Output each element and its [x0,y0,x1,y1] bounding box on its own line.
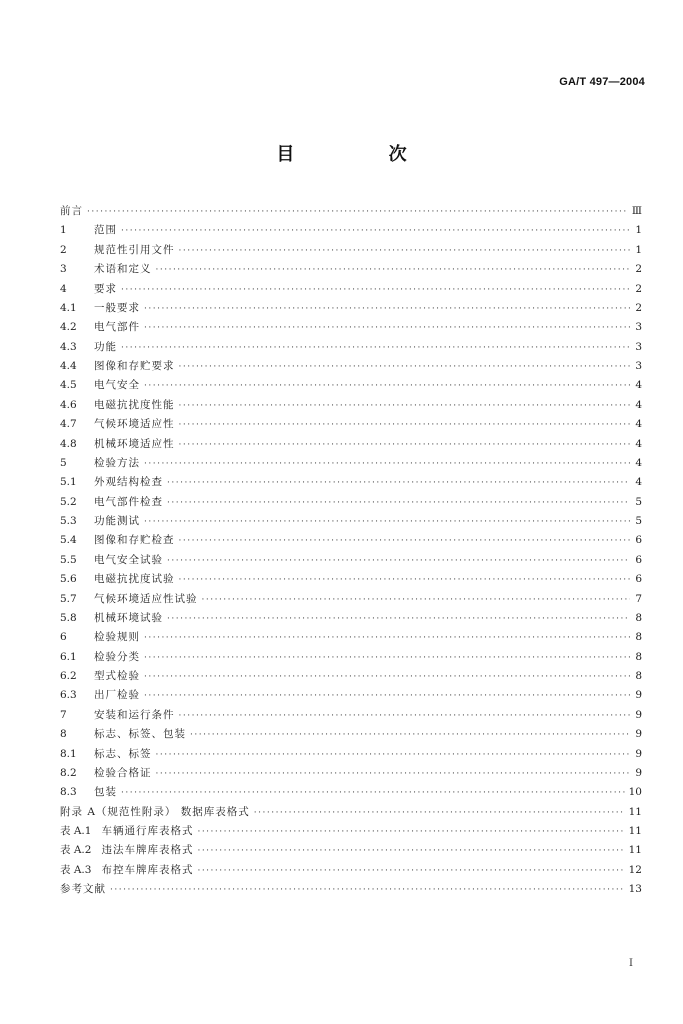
toc-entry-title: 型式检验 [94,670,140,682]
toc-dot-leader [144,668,630,687]
toc-dot-leader [121,281,630,300]
toc-entry [60,493,642,512]
standard-code-header: GA/T 497—2004 [559,76,645,88]
toc-entry [60,260,642,279]
toc-entry [60,686,642,705]
toc-entry-page: 9 [635,728,642,741]
toc-entry [60,241,642,260]
toc-entry [60,473,642,492]
toc-entry [60,609,642,628]
toc-entry [60,648,642,667]
toc-dot-leader [144,513,630,532]
toc-entry-title: 布控车牌库表格式 [101,863,194,876]
toc-entry-page: 9 [635,747,642,760]
toc-entry-title: 术语和定义 [94,263,152,276]
toc-entry [60,202,642,221]
toc-entry-page: 7 [635,592,642,605]
toc-entry-page: 8 [635,631,642,644]
toc-dot-leader [179,242,631,261]
toc-entry-number: 5.6 [60,573,77,586]
toc-dot-leader [156,746,631,765]
toc-entry-title: 检验方法 [94,456,140,469]
toc-entry-page: 3 [635,340,642,353]
toc-entry [60,531,642,550]
toc-entry-title: 要求 [94,282,117,295]
toc-entry-page: 2 [635,301,642,314]
toc-dot-leader [87,203,628,222]
toc-entry-title: 机械环境适应性 [94,437,175,450]
toc-entry-page: 8 [635,650,642,663]
toc-entry [60,822,642,841]
toc-entry [60,376,642,395]
toc-entry-title: 外观结构检查 [94,476,163,489]
toc-entry-number: 4.5 [60,379,77,392]
toc-entry-page: 4 [635,476,642,489]
toc-entry-page: 5 [635,495,642,508]
toc-entry-number: 6.1 [60,650,77,663]
toc-entry-number: 4 [60,282,67,295]
toc-entry-number: 4.6 [60,398,77,411]
toc-dot-leader [254,804,625,823]
toc-entry-number: 4.1 [60,301,77,314]
toc-dot-leader [167,494,630,513]
toc-entry-page: 2 [635,282,642,295]
toc-entry-title: 电磁抗扰度试验 [94,573,175,586]
toc-dot-leader [144,377,630,396]
toc-entry-page: 13 [628,883,642,896]
toc-entry-page: 4 [635,437,642,450]
toc-entry-number: 8.3 [60,786,77,799]
toc-dot-leader [179,436,631,455]
toc-entry-number: 4.4 [60,360,77,372]
toc-entry-title: 图像和存贮检查 [94,534,175,547]
toc-entry-page: 9 [635,689,642,702]
toc-entry-page: 11 [628,805,642,818]
toc-entry [60,435,642,454]
toc-entry-page: 4 [635,418,642,431]
toc-entry-page: 3 [635,360,642,372]
toc-entry-title: 附录 A（规范性附录） 数据库表格式 [60,805,250,818]
toc-entry [60,357,642,376]
toc-entry-title: 功能测试 [94,515,140,527]
toc-entry-page: 6 [635,573,642,586]
toc-entry [60,861,642,880]
toc-entry-number: 8.2 [60,766,77,779]
toc-entry [60,880,642,899]
toc-entry-page: 4 [635,379,642,392]
toc-entry-page: 11 [628,825,642,837]
toc-entry-page: 3 [635,321,642,334]
toc-entry-title: 前言 [60,205,83,217]
toc-entry-number: 5.2 [60,495,77,508]
toc-entry-number: 8 [60,728,67,741]
toc-entry [60,590,642,609]
toc-entry [60,415,642,434]
toc-entry-number: 4.3 [60,340,77,353]
toc-dot-leader [190,726,630,745]
toc-dot-leader [167,610,630,629]
toc-entry-title: 出厂检验 [94,689,140,702]
toc-entry-title: 违法车牌库表格式 [101,844,194,857]
toc-entry-title: 车辆通行库表格式 [101,825,194,837]
toc-entry-number: 8.1 [60,747,77,760]
toc-entry [60,338,642,357]
toc-entry-number: 4.2 [60,321,77,334]
toc-entry-page: Ⅲ [631,205,642,217]
toc-entry-title: 电气部件 [94,321,140,334]
toc-entry-number: 表 A.3 [60,863,92,876]
toc-entry-page: 8 [635,611,642,624]
toc-dot-leader [179,397,631,416]
toc-entry-number: 6.2 [60,670,77,682]
toc-entry-number: 1 [60,224,67,237]
toc-entry-title: 电气部件检查 [94,495,163,508]
toc-entry-page: 2 [635,263,642,276]
toc-entry-number: 5.1 [60,476,77,489]
toc-entry [60,570,642,589]
toc-entry [60,551,642,570]
toc-entry-number: 5.8 [60,611,77,624]
toc-dot-leader [156,765,631,784]
toc-dot-leader [179,532,631,551]
toc-entry-page: 11 [628,844,642,857]
toc-entry-title: 检验分类 [94,650,140,663]
toc-entry-number: 6.3 [60,689,77,702]
toc-entry-title: 规范性引用文件 [94,243,175,256]
toc-entry-number: 4.8 [60,437,77,450]
toc-entry [60,318,642,337]
toc-entry [60,396,642,415]
toc-entry-number: 5.7 [60,592,77,605]
toc-entry-number: 表 A.2 [60,844,92,857]
toc-dot-leader [179,416,631,435]
toc-entry [60,512,642,531]
toc-entry-page: 9 [635,766,642,779]
toc-entry [60,667,642,686]
toc-entry-page: 10 [628,786,642,799]
toc-entry [60,803,642,822]
toc-entry [60,706,642,725]
toc-entry [60,745,642,764]
toc-dot-leader [121,222,630,241]
toc-entry-title: 参考文献 [60,883,106,896]
toc-entry-number: 6 [60,631,67,644]
toc-entry [60,628,642,647]
toc-entry-title: 电气安全试验 [94,553,163,566]
toc-entry-page: 1 [635,224,642,237]
toc-entry-title: 包装 [94,786,117,799]
toc-dot-leader [179,707,631,726]
page-title: 目 次 [276,144,451,165]
toc-dot-leader [202,591,631,610]
toc-entry-title: 检验合格证 [94,766,152,779]
toc-entry-title: 范围 [94,224,117,237]
toc-dot-leader [121,339,630,358]
toc-entry-title: 检验规则 [94,631,140,644]
table-of-contents [60,202,642,900]
toc-entry-number: 5 [60,456,67,469]
toc-entry [60,783,642,802]
toc-entry-title: 一般要求 [94,301,140,314]
toc-entry-title: 气候环境适应性 [94,418,175,431]
toc-entry [60,764,642,783]
toc-entry-page: 4 [635,398,642,411]
toc-entry-page: 8 [635,670,642,682]
toc-dot-leader [197,862,624,881]
toc-entry [60,841,642,860]
toc-entry [60,454,642,473]
toc-entry-page: 1 [635,243,642,256]
footer-page-number: I [629,958,633,969]
toc-entry-title: 标志、标签 [94,747,152,760]
toc-dot-leader [179,571,631,590]
toc-entry-title: 标志、标签、包装 [94,728,186,741]
toc-entry-number: 2 [60,243,67,256]
toc-dot-leader [144,687,630,706]
toc-entry-page: 6 [635,553,642,566]
toc-entry [60,280,642,299]
toc-dot-leader [179,358,631,377]
toc-entry-page: 5 [635,515,642,527]
toc-entry-title: 气候环境适应性试验 [94,592,198,605]
toc-dot-leader [110,881,625,900]
toc-entry-number: 3 [60,263,67,276]
toc-entry-number: 5.4 [60,534,77,547]
toc-entry-number: 7 [60,708,67,721]
toc-entry-number: 5.3 [60,515,77,527]
toc-entry-title: 电气安全 [94,379,140,392]
toc-dot-leader [121,784,625,803]
toc-dot-leader [197,823,624,842]
toc-dot-leader [167,552,630,571]
toc-entry-title: 图像和存贮要求 [94,360,175,372]
toc-entry-page: 6 [635,534,642,547]
toc-dot-leader [144,629,630,648]
toc-dot-leader [144,455,630,474]
toc-entry-title: 安装和运行条件 [94,708,175,721]
toc-entry [60,221,642,240]
toc-entry [60,725,642,744]
toc-dot-leader [144,300,630,319]
toc-entry [60,299,642,318]
toc-entry-title: 功能 [94,340,117,353]
toc-entry-page: 12 [628,863,642,876]
toc-entry-title: 电磁抗扰度性能 [94,398,175,411]
toc-entry-page: 9 [635,708,642,721]
toc-dot-leader [156,261,631,280]
toc-entry-page: 4 [635,456,642,469]
toc-entry-number: 4.7 [60,418,77,431]
toc-entry-number: 表 A.1 [60,825,92,837]
toc-dot-leader [144,649,630,668]
toc-dot-leader [197,842,624,861]
toc-dot-leader [167,474,630,493]
toc-entry-title: 机械环境试验 [94,611,163,624]
toc-dot-leader [144,319,630,338]
toc-entry-number: 5.5 [60,553,77,566]
